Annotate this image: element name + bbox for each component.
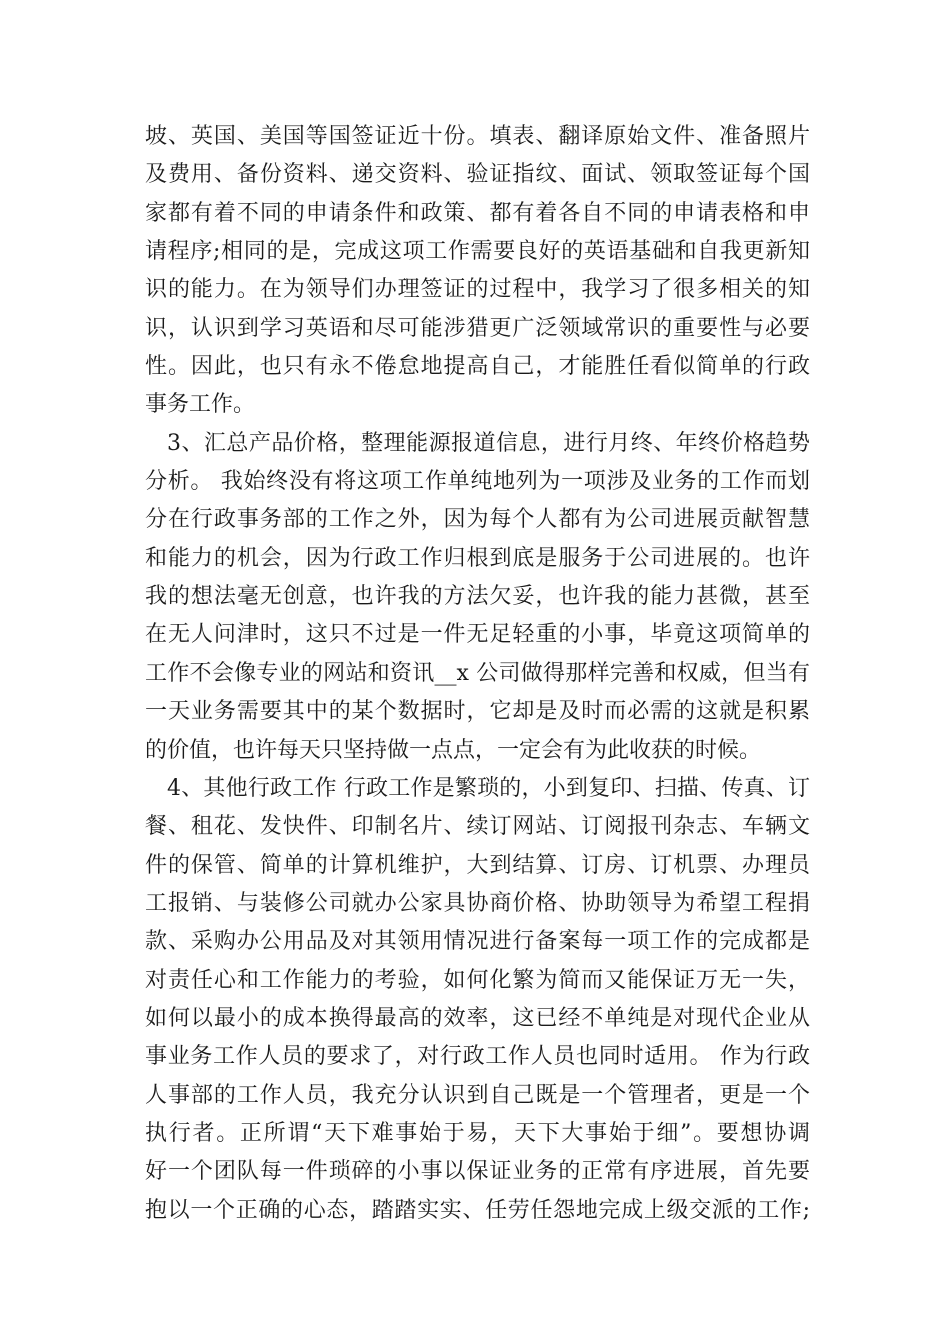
text-line: 和能力的机会，因为行政工作归根到底是服务于公司进展的。也许 bbox=[145, 545, 810, 571]
text-line: 好一个团队每一件琐碎的小事以保证业务的正常有序进展，首先要 bbox=[145, 1159, 810, 1185]
text-line: 分析。 我始终没有将这项工作单纯地列为一项涉及业务的工作而划 bbox=[145, 469, 810, 495]
text-line: 对责任心和工作能力的考验，如何化繁为简而又能保证万无一失， bbox=[145, 967, 810, 993]
text-line: 如何以最小的成本换得最高的效率，这已经不单纯是对现代企业从 bbox=[145, 1005, 810, 1031]
text-line: 识的能力。在为领导们办理签证的过程中，我学习了很多相关的知 bbox=[145, 277, 810, 303]
text-line: 及费用、备份资料、递交资料、验证指纹、面试、领取签证每个国 bbox=[145, 162, 810, 188]
text-line: 执行者。正所谓“天下难事始于易，天下大事始于细”。要想协调 bbox=[145, 1120, 810, 1146]
text-line: 分在行政事务部的工作之外，因为每个人都有为公司进展贡献智慧 bbox=[145, 507, 810, 533]
text-line: 事务工作。 bbox=[145, 392, 256, 418]
text-line: 工报销、与装修公司就办公家具协商价格、协助领导为希望工程捐 bbox=[145, 890, 810, 916]
text-line: 识，认识到学习英语和尽可能涉猎更广泛领域常识的重要性与必要 bbox=[145, 315, 810, 341]
text-line: 工作不会像专业的网站和资讯__x 公司做得那样完善和权威，但当有 bbox=[145, 660, 810, 686]
text-line: 人事部的工作人员，我充分认识到自己既是一个管理者，更是一个 bbox=[145, 1082, 810, 1108]
text-line: 在无人问津时，这只不过是一件无足轻重的小事，毕竟这项简单的 bbox=[145, 622, 810, 648]
body-text bbox=[145, 118, 810, 1230]
text-line: 款、采购办公用品及对其领用情况进行备案每一项工作的完成都是 bbox=[145, 929, 810, 955]
text-line: 请程序;相同的是，完成这项工作需要良好的英语基础和自我更新知 bbox=[145, 239, 810, 265]
text-line: 我的想法毫无创意，也许我的方法欠妥，也许我的能力甚微，甚至 bbox=[145, 584, 810, 610]
text-line: 一天业务需要其中的某个数据时，它却是及时而必需的这就是积累 bbox=[145, 699, 810, 725]
section-heading-3: 3、汇总产品价格，整理能源报道信息，进行月终、年终价格趋势 bbox=[167, 430, 810, 456]
text-line: 事业务工作人员的要求了，对行政工作人员也同时适用。 作为行政 bbox=[145, 1044, 810, 1070]
text-line: 件的保管、简单的计算机维护，大到结算、订房、订机票、办理员 bbox=[145, 852, 810, 878]
text-line: 抱以一个正确的心态，踏踏实实、任劳任怨地完成上级交派的工作; bbox=[145, 1197, 810, 1223]
text-line: 的价值，也许每天只坚持做一点点，一定会有为此收获的时候。 bbox=[145, 737, 762, 763]
text-line: 性。因此，也只有永不倦怠地提高自己，才能胜任看似简单的行政 bbox=[145, 354, 810, 380]
section-heading-4: 4、其他行政工作 行政工作是繁琐的，小到复印、扫描、传真、订 bbox=[167, 775, 810, 801]
text-line: 坡、英国、美国等国签证近十份。填表、翻译原始文件、准备照片 bbox=[145, 124, 810, 149]
text-line: 家都有着不同的申请条件和政策、都有着各自不同的申请表格和申 bbox=[145, 200, 810, 226]
text-line: 餐、租花、发快件、印制名片、续订网站、订阅报刊杂志、车辆文 bbox=[145, 814, 810, 840]
